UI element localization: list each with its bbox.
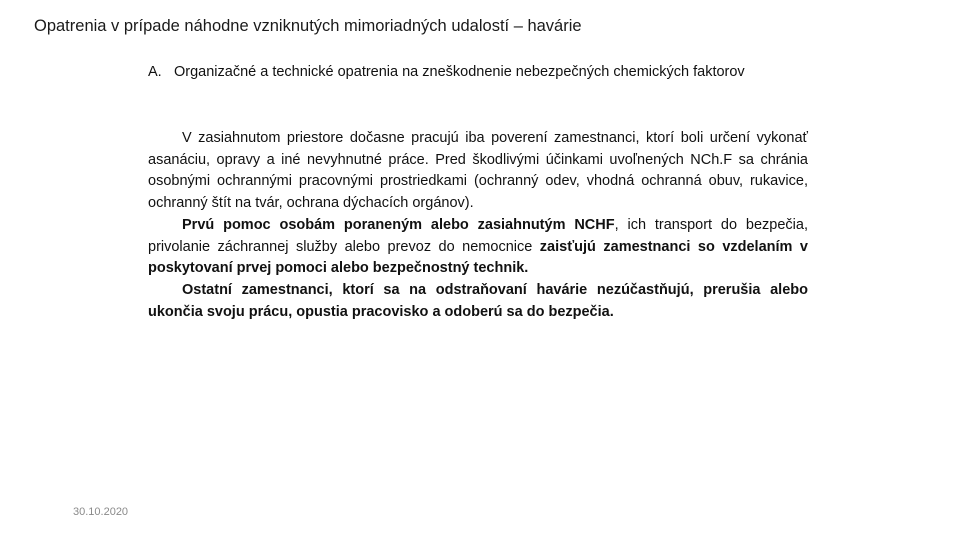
slide-title: Opatrenia v prípade náhodne vzniknutých mimoriadných udalostí – havárie: [34, 17, 582, 35]
section-heading-text: Organizačné a technické opatrenia na zneškodnenie nebezpečných chemických faktorov: [174, 64, 745, 80]
first-aid-lead: Prvú pomoc osobám poraneným alebo zasiahnutým NCHF: [182, 216, 615, 233]
section-heading: [148, 61, 810, 83]
section-marker: A.: [148, 64, 162, 80]
first-aid-responsible: zaisťujú zamestnanci so vzdelaním v poskytovaní prvej pomoci alebo bezpečnostný technik.: [148, 238, 808, 277]
other-employees-action: , prerušia alebo ukončia svoju prácu, opustia pracovisko a odoberú sa do bezpečia.: [148, 281, 808, 320]
first-aid-middle: , ich transport do bezpečia, privolanie záchrannej služby alebo prevoz do nemocnice: [148, 216, 808, 255]
slide-body: [148, 128, 808, 323]
paragraph-other-employees: [148, 280, 808, 323]
slide-date: 30.10.2020: [73, 506, 129, 518]
paragraph-first-aid: [148, 215, 808, 280]
other-employees-lead: Ostatní zamestnanci, ktorí sa na odstraňovaní havárie nezúčastňujú: [182, 281, 690, 298]
paragraph-ppe: V zasiahnutom priestore dočasne pracujú iba poverení zamestnanci, ktorí boli určení vykonať asanáciu, opravy a iné nevyhnutné práce. Pred škodlivými účinkami uvoľnených NCh.F sa chránia osobnými ochrannými pracovnými prostriedkami (ochranný odev, vhodná ochranná obuv, rukavice, ochranný štít na tvár, ochrana dýchacích orgánov).: [148, 130, 808, 212]
